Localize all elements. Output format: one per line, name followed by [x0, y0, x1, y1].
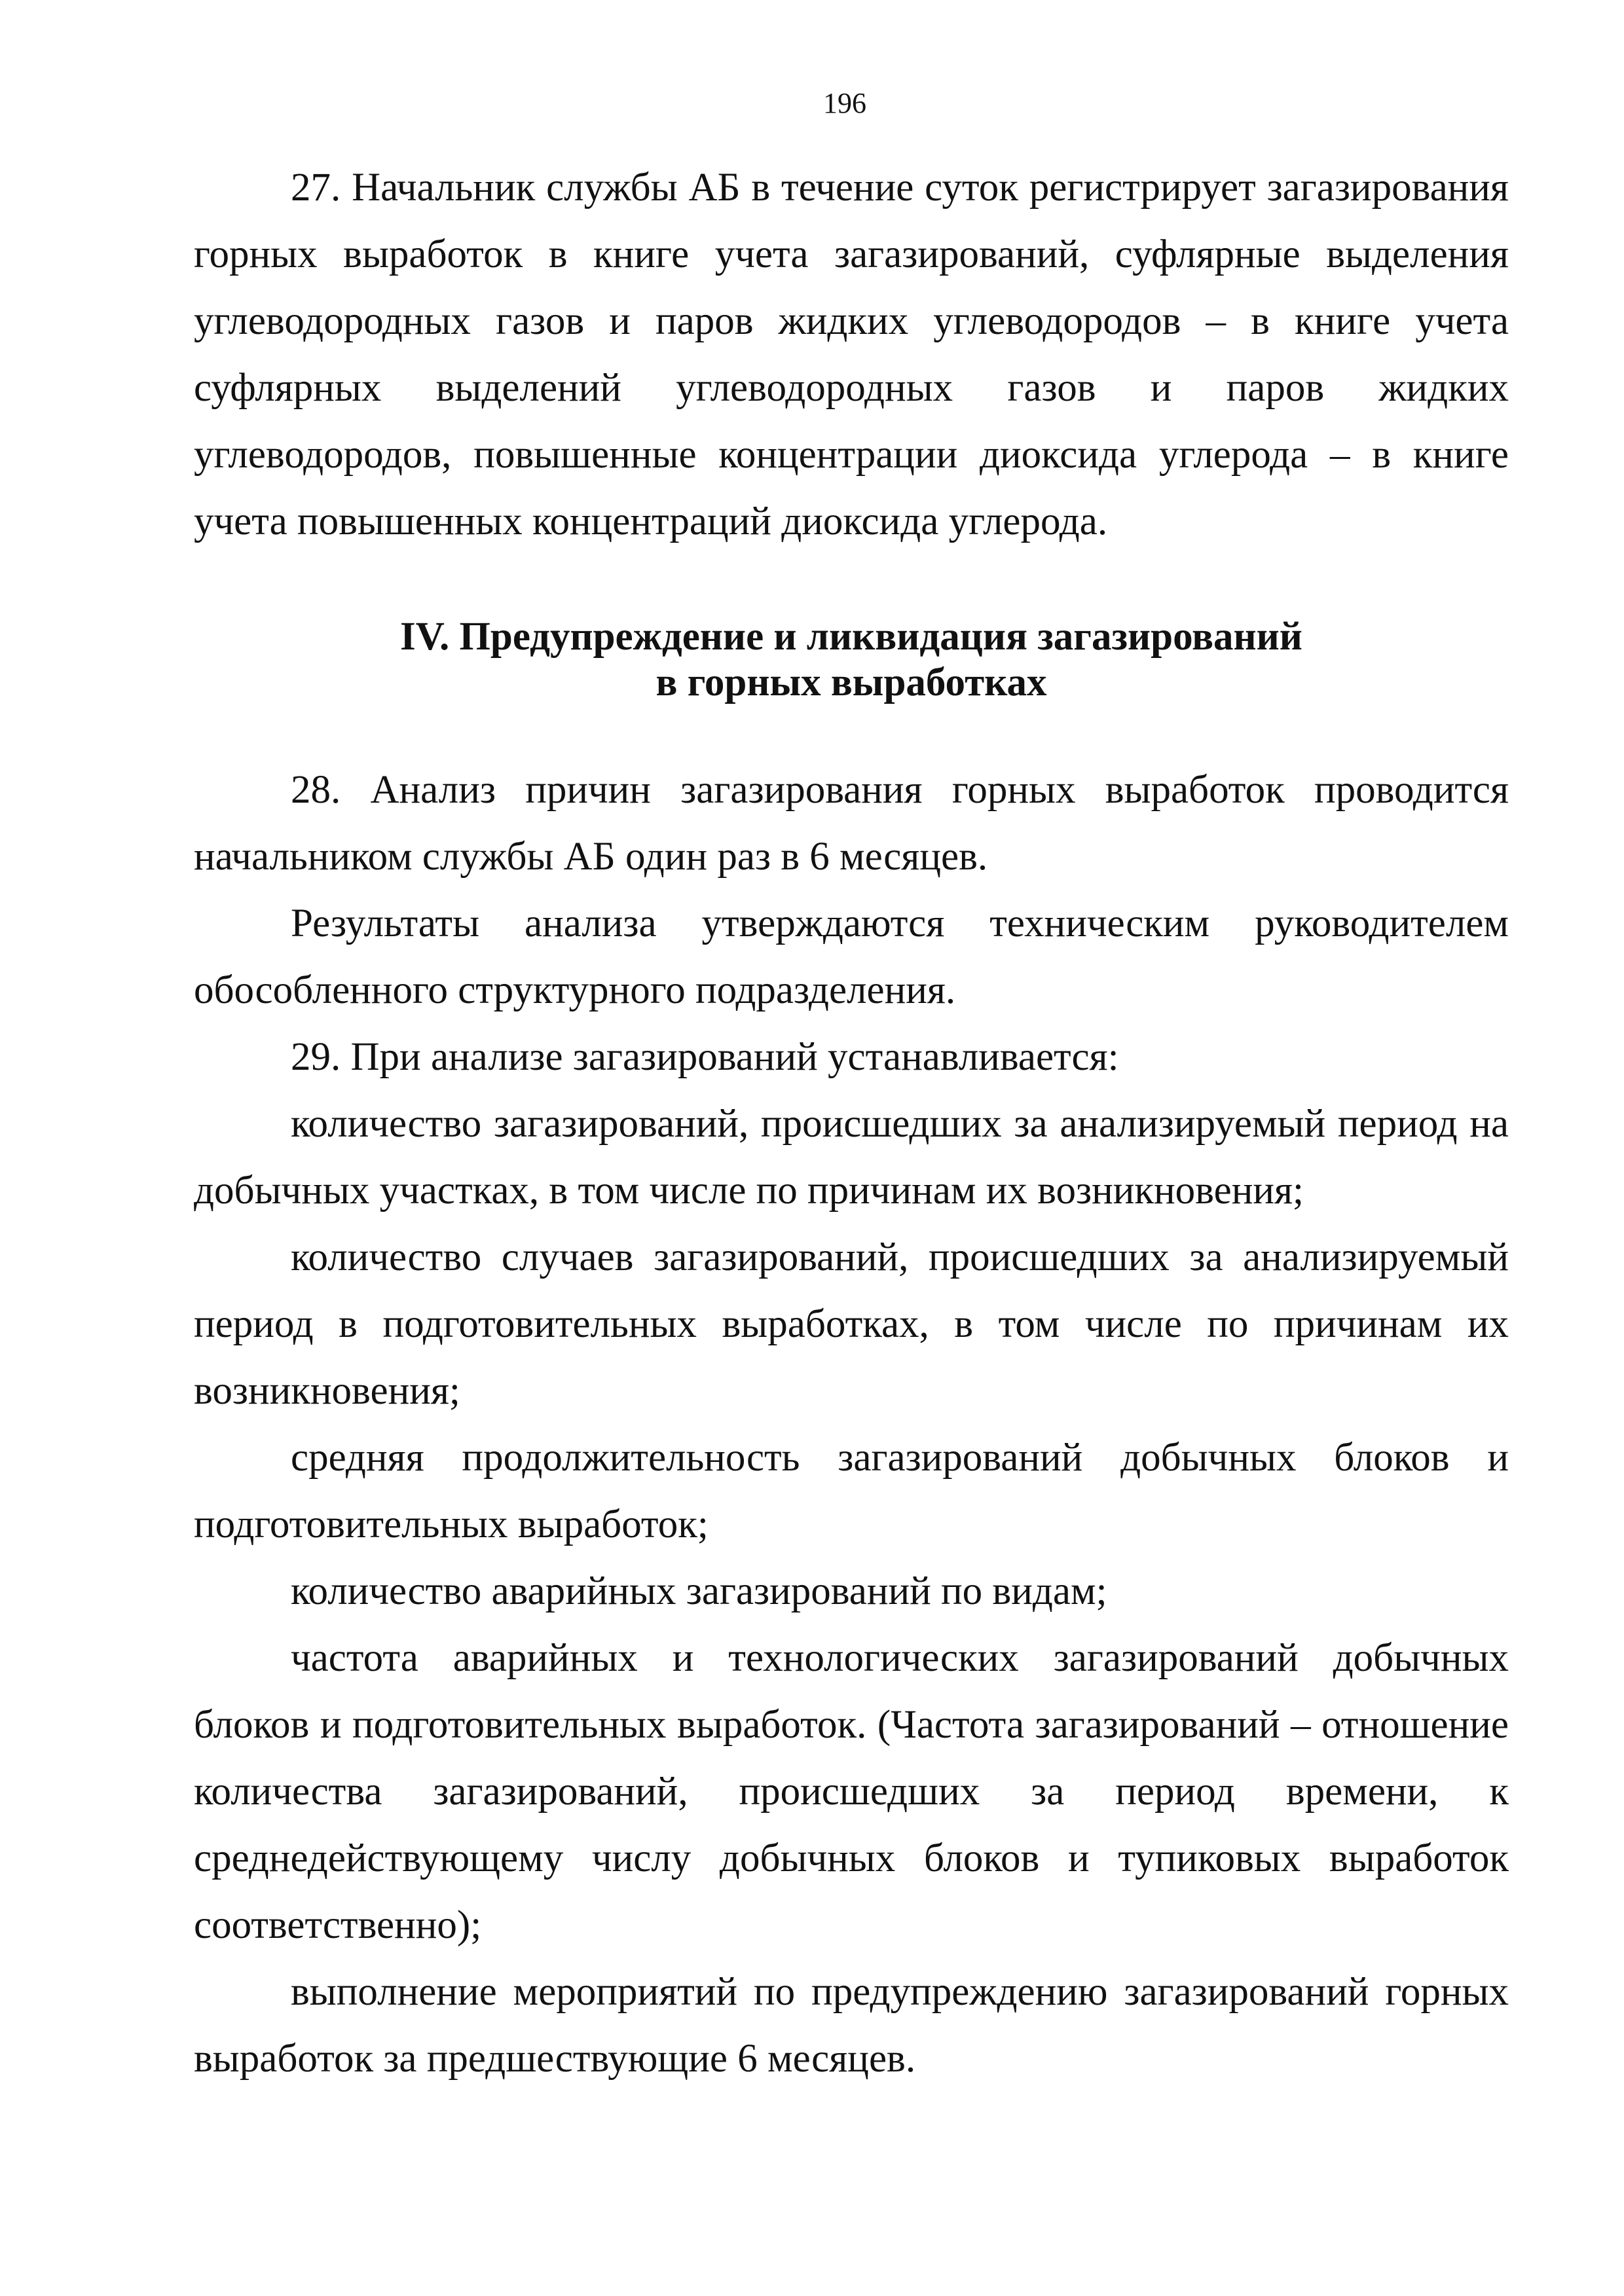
- list-item-emergency-count: количество аварийных загазирований по видам;: [291, 1569, 1107, 1613]
- page-number: 196: [823, 87, 866, 119]
- paragraph-28: 28. Анализ причин загазирования горных выработок проводится начальником службы АБ один раз в 6 месяцев.: [194, 768, 1509, 879]
- list-item-frequency: частота аварийных и технологических загазирований добычных блоков и подготовительных выработок. (Частота загазирований – отношение количества загазирований, происшедших за период времени, к среднедействующему числу добычных блоков и тупиковых выработок соответственно);: [194, 1636, 1509, 1947]
- paragraph-27: 27. Начальник службы АБ в течение суток регистрирует загазирования горных выработок в книге учета загазирований, суфлярные выделения углеводородных газов и паров жидких углеводородов – в книге учета суфлярных выделений углеводородных газов и паров жидких углеводородов, повышенные концентрации диоксида углерода – в книге учета повышенных концентраций диоксида углерода.: [194, 166, 1509, 543]
- list-item-measures: выполнение мероприятий по предупреждению загазирований горных выработок за предшествующие 6 месяцев.: [194, 1970, 1509, 2081]
- section-heading-line-1: IV. Предупреждение и ликвидация загазирований: [400, 615, 1302, 659]
- section-heading: [194, 614, 1509, 706]
- list-item-mining-areas: количество загазирований, происшедших за анализируемый период на добычных участках, в том числе по причинам их возникновения;: [194, 1102, 1509, 1212]
- document-body: [194, 155, 1509, 2092]
- paragraph-29: 29. При анализе загазирований устанавливается:: [291, 1035, 1119, 1079]
- list-item-average-duration: средняя продолжительность загазирований добычных блоков и подготовительных выработок;: [194, 1436, 1509, 1546]
- section-heading-line-2: в горных выработках: [655, 661, 1047, 704]
- paragraph-results: Результаты анализа утверждаются техническим руководителем обособленного структурного подразделения.: [194, 902, 1509, 1012]
- list-item-development-workings: количество случаев загазирований, происшедших за анализируемый период в подготовительных выработках, в том числе по причинам их возникновения;: [194, 1235, 1509, 1413]
